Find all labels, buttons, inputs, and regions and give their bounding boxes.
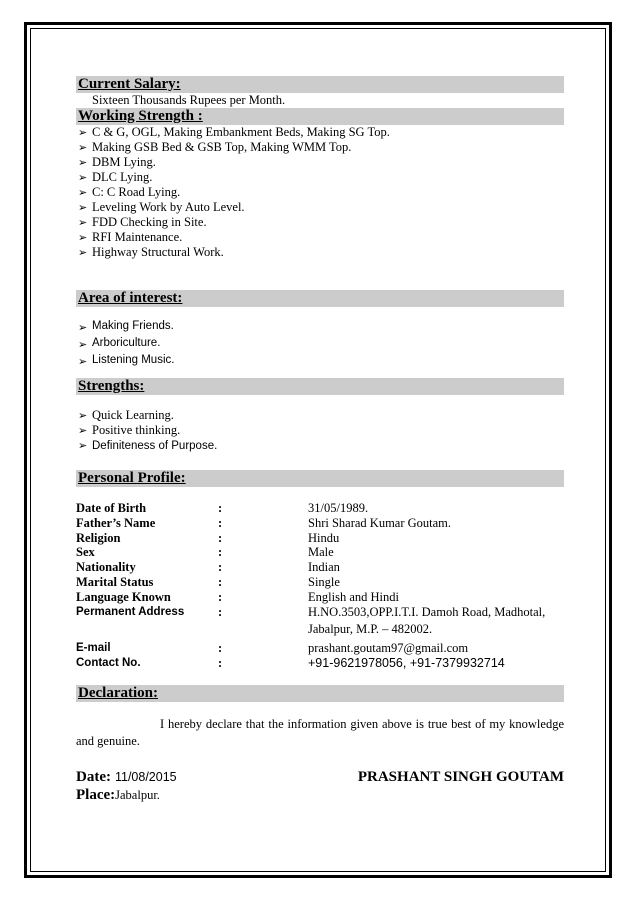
working-strength-list [76, 125, 564, 260]
profile-value [308, 605, 564, 638]
profile-label: Nationality [76, 560, 136, 575]
arrow-bullet-icon: ➢ [78, 141, 88, 154]
personal-profile-heading: Personal Profile: [76, 470, 564, 487]
area-of-interest-heading: Area of interest: [76, 290, 564, 307]
table-row [76, 560, 564, 575]
place-value: Jabalpur. [115, 787, 160, 802]
contact-value: +91-9621978056, +91-7379932714 [308, 655, 505, 670]
profile-colon: : [218, 530, 223, 545]
profile-label: Sex [76, 545, 95, 560]
profile-value: Indian [308, 560, 340, 575]
arrow-bullet-icon: ➢ [78, 231, 88, 244]
current-salary-heading: Current Salary: [76, 76, 564, 93]
arrow-bullet-icon: ➢ [78, 186, 88, 199]
table-row [76, 590, 564, 605]
table-row [76, 501, 564, 516]
place-block [76, 786, 564, 804]
profile-label: Father’s Name [76, 515, 156, 530]
list-item: ➢ DBM Lying. [78, 155, 156, 169]
arrow-bullet-icon: ➢ [78, 424, 88, 437]
list-item: ➢ Definiteness of Purpose. [78, 439, 218, 452]
list-item: ➢ Highway Structural Work. [78, 245, 224, 259]
profile-colon: : [218, 560, 223, 575]
profile-label: Language Known [76, 589, 171, 604]
email-value: prashant.goutam97@gmail.com [308, 641, 469, 656]
profile-colon: : [218, 655, 223, 670]
profile-value: Single [308, 574, 340, 589]
list-item: ➢ Making GSB Bed & GSB Top, Making WMM Top. [78, 140, 352, 154]
arrow-bullet-icon: ➢ [78, 246, 88, 259]
arrow-bullet-icon: ➢ [78, 439, 88, 452]
strengths-list [76, 408, 564, 454]
address-line-1: H.NO.3503,OPP.I.T.I. Damoh Road, Madhotal, [308, 604, 546, 619]
arrow-bullet-icon: ➢ [78, 156, 88, 169]
profile-label: Date of Birth [76, 501, 147, 515]
current-salary-text: Sixteen Thousands Rupees per Month. [92, 93, 286, 107]
list-item: ➢ C: C Road Lying. [78, 185, 181, 199]
profile-label: Permanent Address [76, 605, 185, 618]
profile-label: E-mail [76, 642, 111, 655]
address-line-2: Jabalpur, M.P. – 482002. [308, 622, 433, 637]
arrow-bullet-icon: ➢ [78, 126, 88, 139]
date-label: Date: [76, 768, 111, 785]
table-row [76, 656, 564, 671]
profile-colon: : [218, 501, 223, 515]
list-item: ➢ Quick Learning. [78, 408, 174, 422]
table-row [76, 637, 564, 656]
profile-colon: : [218, 589, 223, 604]
resume-content [76, 76, 564, 804]
list-item: ➢ Arboriculture. [78, 337, 161, 351]
profile-value: Hindu [308, 530, 340, 545]
area-of-interest-list [76, 318, 564, 369]
arrow-bullet-icon: ➢ [78, 171, 88, 184]
profile-value: Male [308, 545, 334, 560]
signatory-name: PRASHANT SINGH GOUTAM [357, 768, 564, 785]
declaration-heading: Declaration: [76, 685, 564, 702]
table-row [76, 545, 564, 560]
list-item: ➢ C & G, OGL, Making Embankment Beds, Making SG Top. [78, 125, 390, 139]
arrow-bullet-icon: ➢ [78, 321, 88, 334]
profile-value: 31/05/1989. [308, 501, 369, 515]
table-row [76, 575, 564, 590]
list-item: ➢ Making Friends. [78, 320, 174, 334]
table-row [76, 605, 564, 638]
profile-value: Shri Sharad Kumar Goutam. [308, 515, 452, 530]
profile-label: Contact No. [76, 656, 141, 669]
working-strength-heading: Working Strength : [76, 108, 564, 125]
arrow-bullet-icon: ➢ [78, 216, 88, 229]
declaration-text: I hereby declare that the information given above is true best of my knowledge and genuine. [76, 716, 564, 748]
profile-colon: : [218, 604, 223, 619]
place-label: Place: [76, 786, 116, 803]
list-item: ➢ FDD Checking in Site. [78, 215, 207, 229]
table-row [76, 516, 564, 531]
profile-label: Marital Status [76, 574, 154, 589]
arrow-bullet-icon: ➢ [78, 338, 88, 351]
list-item: ➢ Positive thinking. [78, 423, 181, 437]
arrow-bullet-icon: ➢ [78, 201, 88, 214]
strengths-heading: Strengths: [76, 378, 564, 395]
date-block [76, 768, 177, 786]
personal-profile-table [76, 501, 564, 671]
profile-colon: : [218, 641, 223, 656]
date-signature-row [76, 768, 564, 786]
date-value: 11/08/2015 [114, 769, 177, 784]
list-item: ➢ Listening Music. [78, 354, 175, 368]
table-row [76, 531, 564, 546]
profile-colon: : [218, 545, 223, 560]
profile-colon: : [218, 574, 223, 589]
list-item: ➢ RFI Maintenance. [78, 230, 183, 244]
profile-value: English and Hindi [308, 589, 399, 604]
arrow-bullet-icon: ➢ [78, 355, 88, 368]
profile-label: Religion [76, 530, 121, 545]
profile-colon: : [218, 515, 223, 530]
list-item: ➢ DLC Lying. [78, 170, 153, 184]
arrow-bullet-icon: ➢ [78, 409, 88, 422]
list-item: ➢ Leveling Work by Auto Level. [78, 200, 245, 214]
